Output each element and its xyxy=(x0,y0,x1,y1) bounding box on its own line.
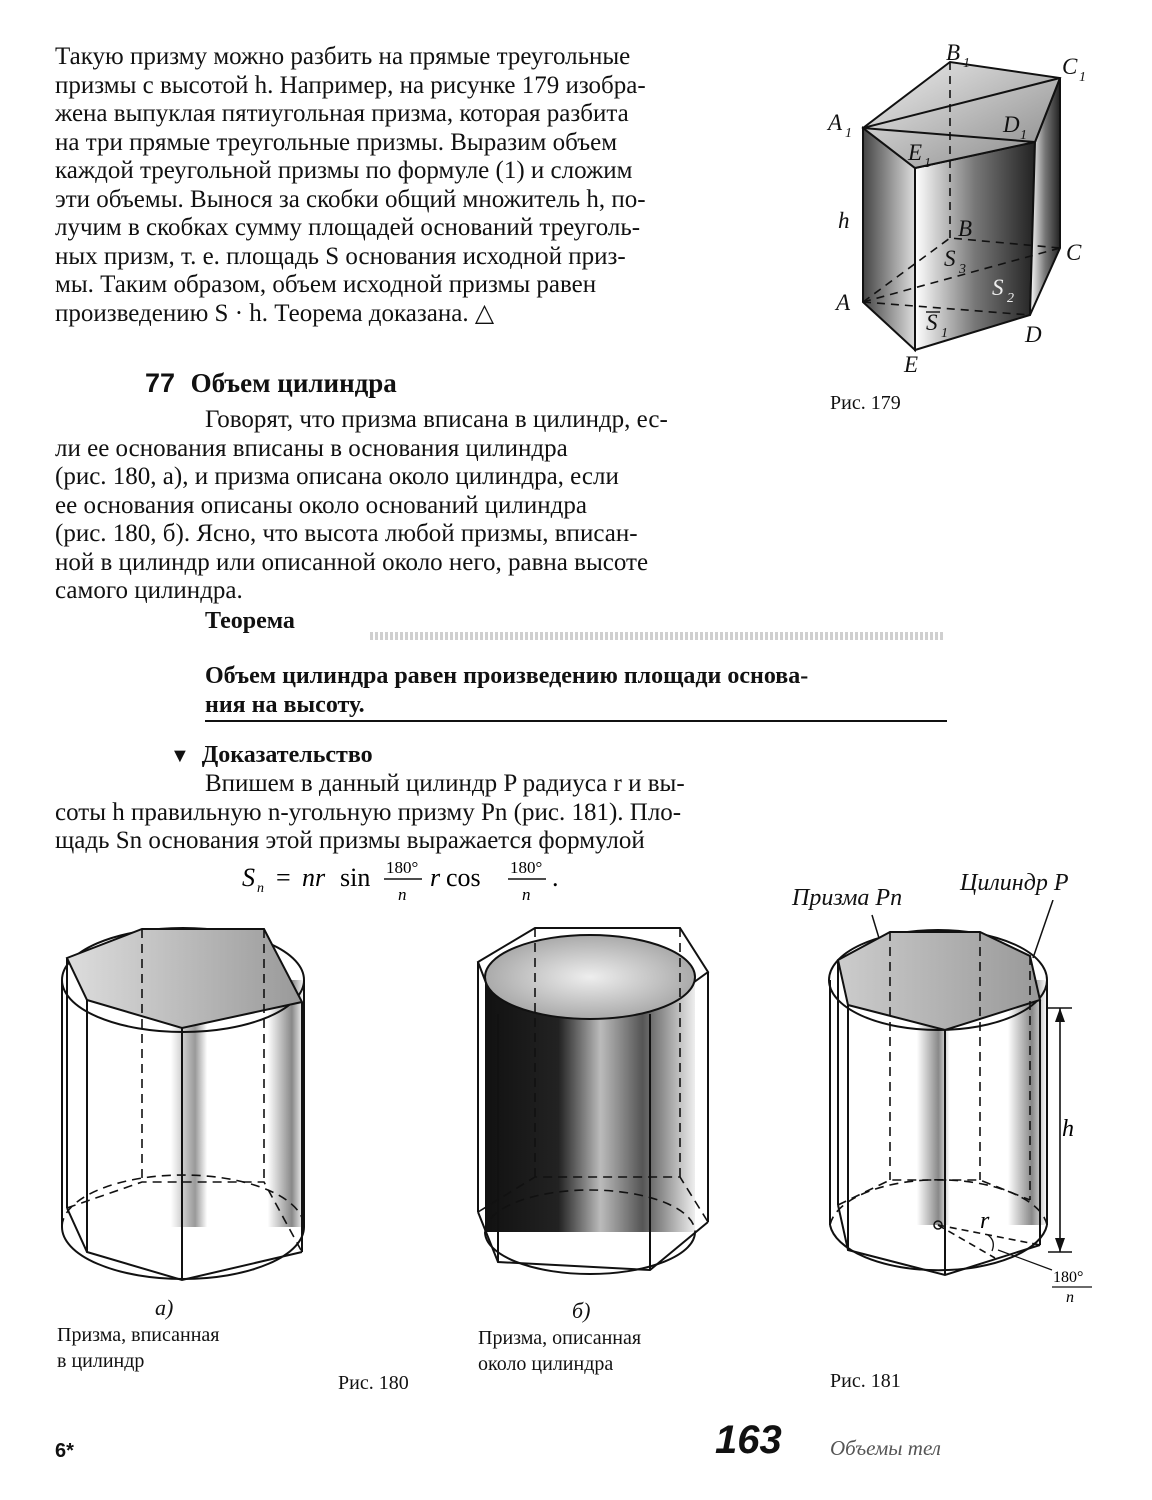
svg-text:2: 2 xyxy=(1007,291,1014,306)
svg-text:3: 3 xyxy=(959,262,966,277)
label-h: h xyxy=(838,208,850,233)
label-B1: B xyxy=(946,40,961,65)
proof-line: Впишем в данный цилиндр P радиуса r и вы- xyxy=(205,770,685,797)
svg-text:=: = xyxy=(276,863,291,892)
running-title: Объемы тел xyxy=(830,1436,941,1460)
triangle-down-icon: ▼ xyxy=(170,745,190,767)
svg-text:n: n xyxy=(522,885,531,904)
label-A: A xyxy=(836,290,851,315)
fig179-caption: Рис. 179 xyxy=(830,392,901,414)
angle-denominator: n xyxy=(1066,1289,1074,1306)
height-label: h xyxy=(1062,1116,1074,1142)
label-S1: S xyxy=(926,310,938,335)
label-B: B xyxy=(958,216,973,241)
figure-180b-circumscribed-prism xyxy=(470,922,715,1297)
label-S2: S xyxy=(992,275,1004,300)
svg-text:1: 1 xyxy=(941,326,948,341)
proof-line: щадь Sn основания этой призмы выражается формулой xyxy=(55,827,645,854)
fig180a-caption-line: Призма, вписанная xyxy=(57,1324,220,1346)
section-line: самого цилиндра. xyxy=(55,577,243,604)
fig180a-caption xyxy=(57,1322,220,1374)
section-line: ее основания описаны около оснований цилиндра xyxy=(55,491,587,519)
proof-line: соты h правильную n-угольную призму Pn (рис. 181). Пло- xyxy=(55,798,682,826)
fig181-caption: Рис. 181 xyxy=(830,1370,901,1392)
svg-text:r: r xyxy=(430,863,441,892)
radius-label: r xyxy=(980,1208,990,1234)
intro-line: эти объемы. Вынося за скобки общий множитель h, по- xyxy=(55,185,646,213)
section-line: ной в цилиндр или описанной около него, равна высоте xyxy=(55,548,649,576)
section-number: 77 xyxy=(145,368,176,398)
svg-text:n: n xyxy=(398,885,407,904)
angle-numerator: 180° xyxy=(1053,1269,1084,1286)
figure-180a-inscribed-prism xyxy=(52,920,314,1295)
label-E: E xyxy=(904,352,919,377)
intro-line: лучим в скобках сумму площадей оснований треуголь- xyxy=(55,214,641,241)
intro-line: произведению S · h. Теорема доказана. △ xyxy=(55,299,495,327)
svg-text:1: 1 xyxy=(1079,70,1086,85)
fig180b-caption-line: Призма, описанная xyxy=(478,1327,642,1349)
svg-text:1: 1 xyxy=(963,56,970,71)
fig180a-caption-line: в цилиндр xyxy=(57,1350,145,1372)
proof-paragraph xyxy=(55,770,792,856)
intro-line: ных призм, т. е. площадь S основания исходной приз- xyxy=(55,242,626,270)
intro-line: мы. Таким образом, объем исходной призмы равен xyxy=(55,271,597,298)
label-E1: E xyxy=(908,140,923,165)
svg-text:180°: 180° xyxy=(386,858,419,877)
figure-179-pentagonal-prism xyxy=(820,40,1110,390)
intro-line: Такую призму можно разбить на прямые треугольные xyxy=(55,43,631,70)
section-heading xyxy=(145,368,397,399)
section-line: (рис. 180, б). Ясно, что высота любой призмы, вписан- xyxy=(55,520,638,547)
theorem-line: Объем цилиндра равен произведению площади основа- xyxy=(205,663,809,689)
svg-text:cos: cos xyxy=(446,863,481,892)
section-line: ли ее основания вписаны в основания цилиндра xyxy=(55,434,568,462)
label-D: D xyxy=(1025,322,1042,347)
svg-text:180°: 180° xyxy=(510,858,543,877)
intro-paragraph xyxy=(55,43,792,328)
intro-line: на три прямые треугольные призмы. Выразим объем xyxy=(55,128,618,156)
fig180a-letter: а) xyxy=(155,1295,174,1320)
label-A1: A xyxy=(828,110,843,135)
svg-text:1: 1 xyxy=(924,156,931,171)
label-D1: D xyxy=(1003,112,1020,137)
svg-text:1: 1 xyxy=(1020,128,1027,143)
fig181-prism-label: Призма Pn xyxy=(792,885,903,911)
fig180-caption: Рис. 180 xyxy=(338,1372,409,1394)
section-line: (рис. 180, а), и призма описана около цилиндра, если xyxy=(55,463,619,490)
theorem-line: ния на высоту. xyxy=(205,691,365,718)
svg-text:S: S xyxy=(242,863,255,892)
label-C: C xyxy=(1066,240,1082,265)
svg-text:nr: nr xyxy=(302,863,326,892)
fig180b-letter: б) xyxy=(572,1298,591,1323)
fig181-cylinder-label: Цилиндр P xyxy=(960,870,1069,896)
figure-181-prism-in-cylinder xyxy=(820,900,1100,1310)
theorem-statement xyxy=(205,662,947,719)
label-S3: S xyxy=(944,246,956,271)
page-number: 163 xyxy=(715,1418,782,1462)
proof-heading xyxy=(170,742,373,769)
cylinder-leader xyxy=(1033,900,1053,958)
label-C1: C xyxy=(1062,54,1078,79)
section-paragraph xyxy=(55,406,792,606)
proof-heading-text: Доказательство xyxy=(201,742,373,768)
section-line: Говорят, что призма вписана в цилиндр, ес- xyxy=(205,406,668,433)
intro-line: призмы с высотой h. Например, на рисунке 179 изобра- xyxy=(55,71,646,99)
cylinder-top-ellipse xyxy=(485,935,695,1019)
theorem-heading: Теорема xyxy=(205,608,295,634)
signature-mark: 6* xyxy=(55,1440,74,1462)
theorem-halftone-rule xyxy=(370,632,945,640)
intro-line: каждой треугольной призмы по формуле (1) и сложим xyxy=(55,157,633,184)
theorem-rule xyxy=(205,720,947,722)
formula-render xyxy=(240,855,600,907)
svg-text:n: n xyxy=(257,881,264,896)
svg-text:sin: sin xyxy=(340,863,371,892)
fig180b-caption xyxy=(478,1325,641,1377)
svg-text:1: 1 xyxy=(845,126,852,141)
fig180b-caption-line: около цилиндра xyxy=(478,1353,614,1375)
intro-line: жена выпуклая пятиугольная призма, которая разбита xyxy=(55,100,629,127)
section-title: Объем цилиндра xyxy=(190,368,397,398)
svg-text:.: . xyxy=(552,863,559,892)
